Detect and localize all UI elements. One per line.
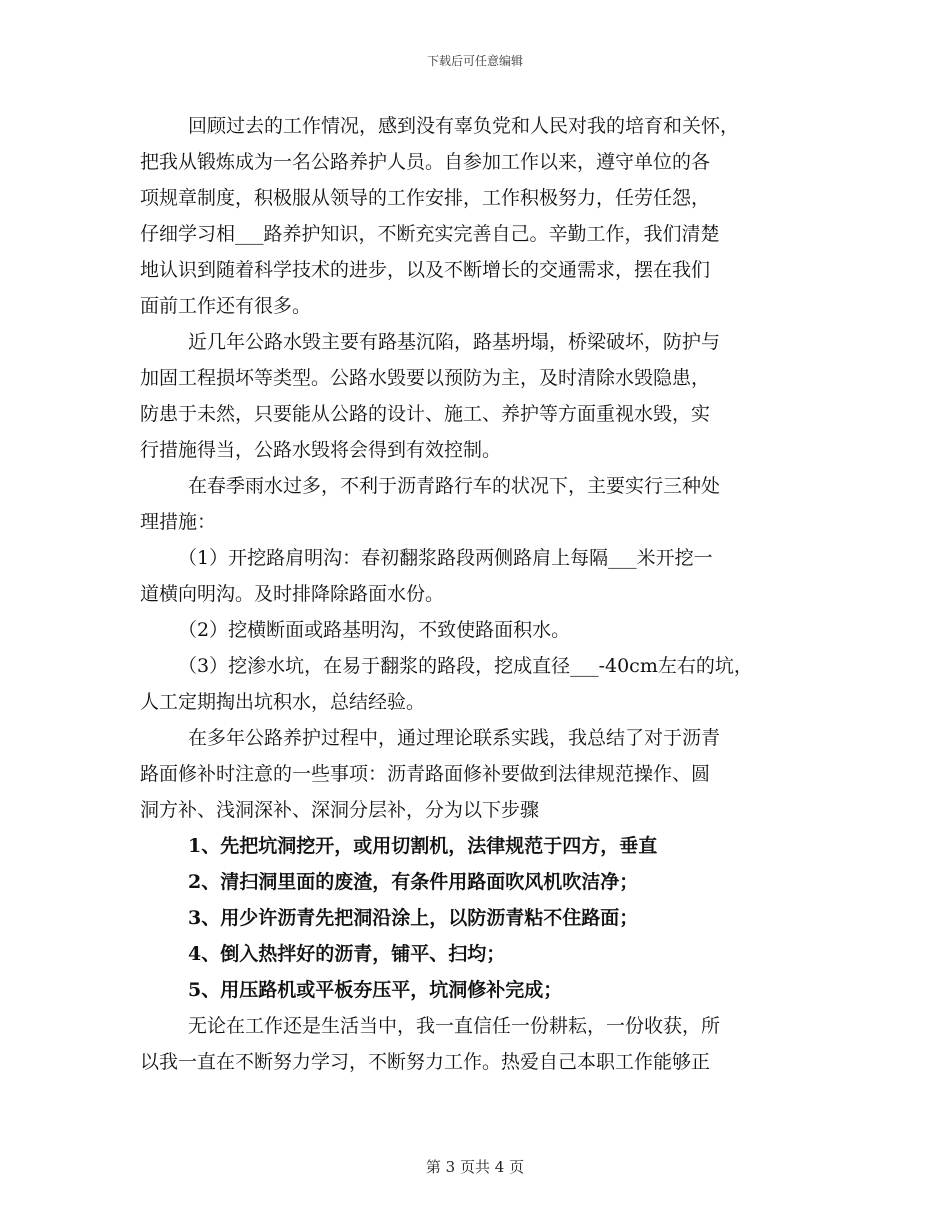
document-body: [140, 108, 820, 1080]
text-line: 以我一直在不断努力学习，不断努力工作。热爱自己本职工作能够正: [140, 1051, 711, 1073]
text-line: 把我从锻炼成为一名公路养护人员。自参加工作以来，遵守单位的各: [140, 151, 711, 173]
text-line: 行措施得当，公路水毁将会得到有效控制。: [140, 439, 502, 461]
text-line: 近几年公路水毁主要有路基沉陷，路基坍塌，桥梁破坏，防护与: [188, 331, 721, 353]
text-line: 项规章制度，积极服从领导的工作安排，工作积极努力，任劳任怨，: [140, 187, 711, 209]
text-line: 5、用压路机或平板夯压平，坑洞修补完成；: [188, 979, 563, 1001]
text-line: （2）挖横断面或路基明沟，不致使路面积水。: [178, 619, 571, 641]
text-line: 面前工作还有很多。: [140, 295, 312, 317]
text-line: （3）挖渗水坑，在易于翻浆的路段，挖成直径___-40cm左右的坑，: [178, 655, 753, 677]
text-line: 仔细学习相___路养护知识，不断充实完善自己。辛勤工作，我们清楚: [140, 223, 720, 245]
text-line: 3、用少许沥青先把洞沿涂上，以防沥青粘不住路面；: [188, 907, 639, 929]
text-line: 在多年公路养护过程中，通过理论联系实践，我总结了对于沥青: [188, 727, 721, 749]
text-line: 地认识到随着科学技术的进步，以及不断增长的交通需求，摆在我们: [140, 259, 711, 281]
page-footer: 第 3 页共 4 页: [425, 1158, 525, 1176]
text-line: 理措施：: [140, 511, 217, 533]
text-line: 回顾过去的工作情况，感到没有辜负党和人民对我的培育和关怀，: [188, 115, 740, 137]
text-line: 无论在工作还是生活当中，我一直信任一份耕耘，一份收获，所: [188, 1015, 721, 1037]
text-line: 防患于未然，只要能从公路的设计、施工、养护等方面重视水毁，实: [140, 403, 711, 425]
text-line: 加固工程损坏等类型。公路水毁要以预防为主，及时清除水毁隐患，: [140, 367, 711, 389]
text-line: 1、先把坑洞挖开，或用切割机，法律规范于四方，垂直: [188, 835, 658, 857]
text-line: 在春季雨水过多，不利于沥青路行车的状况下，主要实行三种处: [188, 475, 721, 497]
text-line: 人工定期掏出坑积水，总结经验。: [140, 691, 426, 713]
text-line: 4、倒入热拌好的沥青，铺平、扫均；: [188, 943, 506, 965]
text-line: 2、清扫洞里面的废渣，有条件用路面吹风机吹洁净；: [188, 871, 639, 893]
text-line: 洞方补、浅洞深补、深洞分层补，分为以下步骤: [140, 799, 540, 821]
page-header: 下载后可任意编辑: [426, 54, 523, 68]
text-line: 路面修补时注意的一些事项：沥青路面修补要做到法律规范操作、圆: [140, 763, 711, 785]
text-line: 道横向明沟。及时排降除路面水份。: [140, 583, 445, 605]
text-line: （1）开挖路肩明沟：春初翻浆路段两侧路肩上每隔___米开挖一: [178, 547, 713, 569]
